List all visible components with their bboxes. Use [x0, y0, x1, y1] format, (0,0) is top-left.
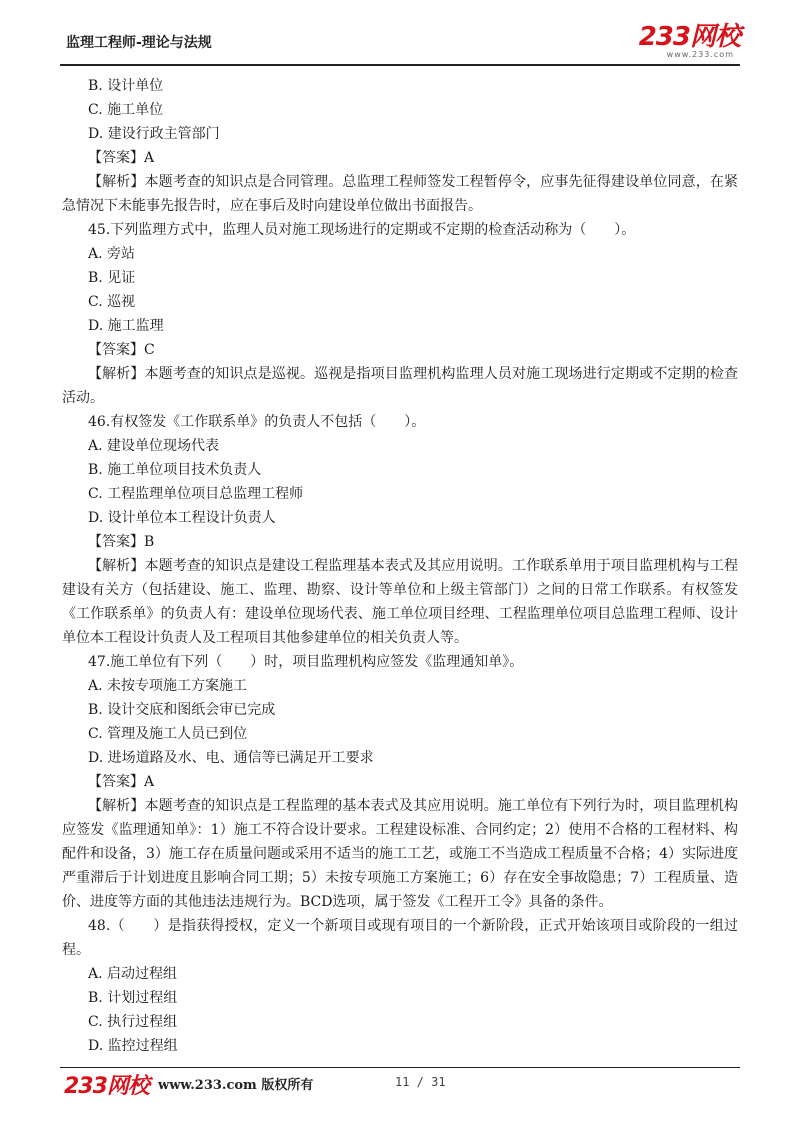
answer-option: B. 计划过程组	[88, 990, 178, 1006]
logo-text: 233网校	[638, 22, 740, 52]
answer-option: C. 巡视	[88, 294, 136, 310]
footer-copyright: www.233.com 版权所有	[158, 1078, 314, 1093]
explanation-paragraph: 【解析】本题考查的知识点是工程监理的基本表式及其应用说明。施工单位有下列行为时，项目监理机构应签发《监理通知单》：1）施工不符合设计要求。工程建设标准、合同约定；2）使用不合格的工程材料、构配件和设备，3）施工存在质量问题或采用不适当的施工工艺，或施工不当造成工程质量不合格；4）实际进度严重滞后于计划进度且影响合同工期；5）未按专项施工方案施工；6）存在安全事故隐患；7）工程质量、造价、进度等方面的其他违法违规行为。BCD选项，属于签发《工程开工令》具备的条件。	[62, 798, 738, 910]
answer-option: B. 设计单位	[88, 78, 164, 94]
page-number: 11 / 31	[395, 1075, 446, 1089]
question-text: 45.下列监理方式中，监理人员对施工现场进行的定期或不定期的检查活动称为（ ）。	[88, 222, 636, 238]
explanation-paragraph: 【解析】本题考查的知识点是合同管理。总监理工程师签发工程暂停令，应事先征得建设单位同意，在紧急情况下未能事先报告时，应在事后及时向建设单位做出书面报告。	[62, 174, 738, 214]
answer-option: C. 工程监理单位项目总监理工程师	[88, 486, 304, 502]
explanation-paragraph: 【解析】本题考查的知识点是巡视。巡视是指项目监理机构监理人员对施工现场进行定期或不定期的检查活动。	[62, 366, 738, 406]
answer-option: D. 监控过程组	[88, 1038, 178, 1054]
explanation-paragraph: 48.（ ）是指获得授权，定义一个新项目或现有项目的一个新阶段，正式开始该项目或阶段的一组过程。	[62, 918, 738, 958]
answer-option: B. 见证	[88, 270, 136, 286]
answer-option: D. 设计单位本工程设计负责人	[88, 510, 276, 526]
answer-key: 【答案】B	[88, 534, 155, 550]
answer-option: D. 进场道路及水、电、通信等已满足开工要求	[88, 750, 374, 766]
answer-option: C. 管理及施工人员已到位	[88, 726, 248, 742]
answer-key: 【答案】A	[88, 774, 155, 790]
page-footer	[60, 1069, 740, 1099]
logo-url: www.233.com	[666, 50, 734, 59]
question-text: 47.施工单位有下列（ ）时，项目监理机构应签发《监理通知单》。	[88, 654, 524, 670]
answer-option: A. 未按专项施工方案施工	[88, 678, 248, 694]
answer-option: A. 建设单位现场代表	[88, 438, 220, 454]
answer-option: A. 启动过程组	[88, 966, 178, 982]
answer-option: B. 施工单位项目技术负责人	[88, 462, 262, 478]
answer-option: B. 设计交底和图纸会审已完成	[88, 702, 276, 718]
answer-option: A. 旁站	[88, 246, 136, 262]
answer-key: 【答案】C	[88, 342, 155, 358]
answer-option: C. 执行过程组	[88, 1014, 178, 1030]
answer-option: C. 施工单位	[88, 102, 164, 118]
header-divider	[60, 64, 740, 66]
footer-logo: 233网校	[64, 1074, 149, 1099]
answer-option: D. 施工监理	[88, 318, 164, 334]
question-text: 46.有权签发《工作联系单》的负责人不包括（ ）。	[88, 414, 426, 430]
page-header	[60, 24, 740, 60]
document-body	[62, 74, 738, 1058]
answer-option: D. 建设行政主管部门	[88, 126, 220, 142]
footer-divider	[60, 1067, 740, 1068]
brand-logo	[639, 24, 740, 59]
explanation-paragraph: 【解析】本题考查的知识点是建设工程监理基本表式及其应用说明。工作联系单用于项目监理机构与工程建设有关方（包括建设、施工、监理、勘察、设计等单位和上级主管部门）之间的日常工作联系。有权签发《工作联系单》的负责人有：建设单位现场代表、施工单位项目经理、工程监理单位项目总监理工程师、设计单位本工程设计负责人及工程项目其他参建单位的相关负责人等。	[62, 558, 738, 646]
header-title: 监理工程师-理论与法规	[66, 35, 212, 51]
answer-key: 【答案】A	[88, 150, 155, 166]
